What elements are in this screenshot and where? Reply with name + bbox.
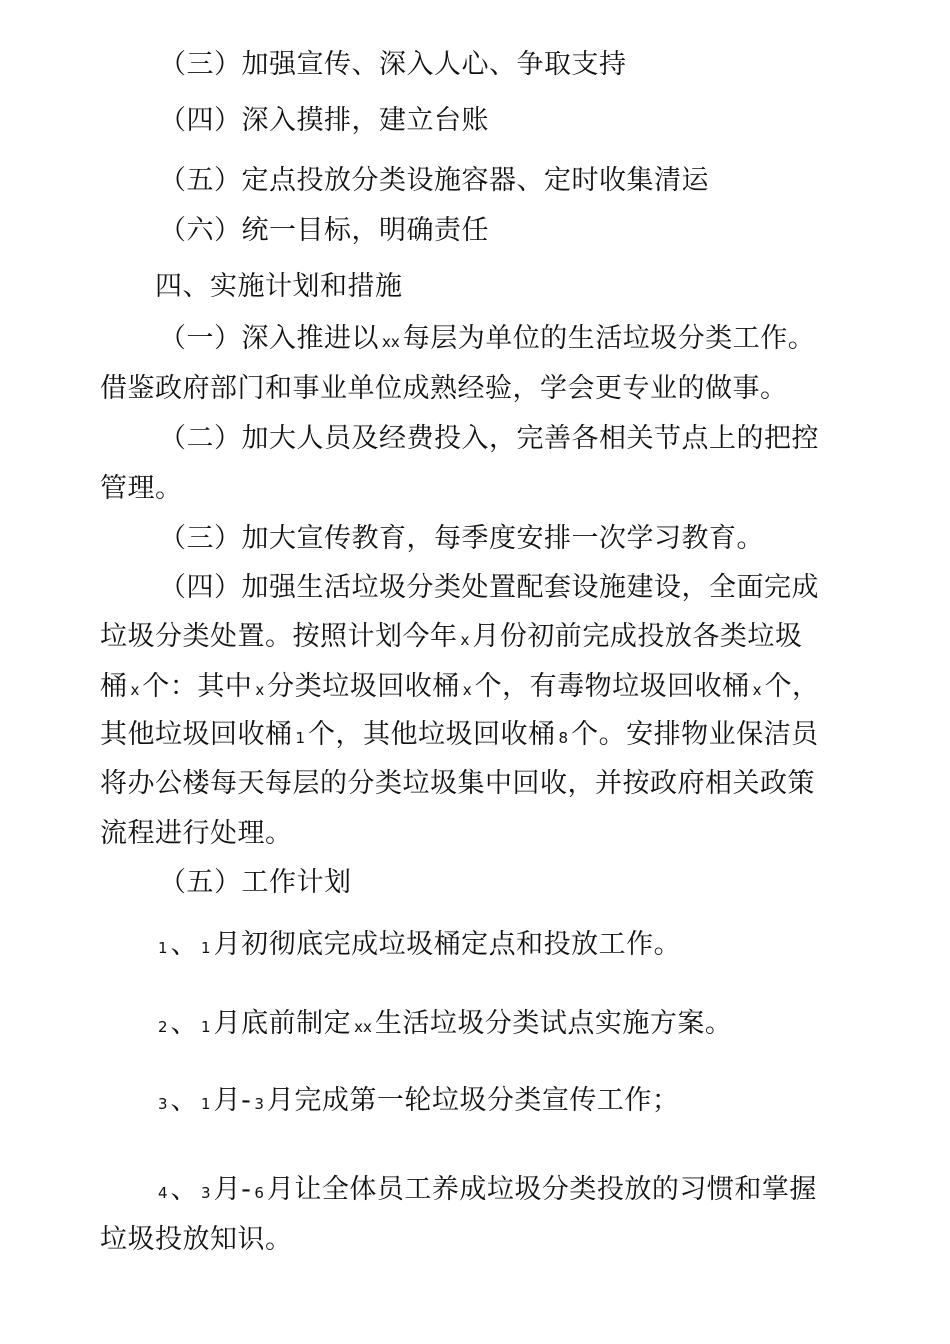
measure-4-l4-n1: 1 (295, 729, 306, 747)
measure-2-line-2: 管理。 (100, 473, 183, 504)
measure-4-l4-c: 个。安排物业保洁员 (571, 719, 819, 750)
plan-2-text-a: 月底前制定 (213, 1008, 352, 1039)
measure-3: （三）加大宣传教育，每季度安排一次学习教育。 (159, 523, 764, 554)
measure-4-l4-b: 个，其他垃圾回收桶 (308, 719, 556, 750)
item-4-survey: （四）深入摸排，建立台账 (159, 105, 489, 136)
plan-4-month-start: 3 (201, 1184, 211, 1202)
plan-item-1 (155, 928, 681, 965)
measure-4-l3-e: 个， (764, 671, 820, 702)
measure-4-l3-x1: x (130, 681, 140, 699)
measure-2-line-1: （二）加大人员及经费投入，完善各相关节点上的把控 (159, 423, 819, 454)
plan-2-text-b: 生活垃圾分类试点实施方案。 (374, 1008, 733, 1039)
plan-item-2 (155, 1007, 732, 1044)
plan-item-4-line-1 (155, 1173, 817, 1210)
plan-3-sep: 、 (170, 1085, 199, 1116)
plan-1-month: 1 (201, 939, 211, 957)
item-5-containers: （五）定点投放分类设施容器、定时收集清运 (159, 165, 709, 196)
section-4-heading: 四、实施计划和措施 (155, 271, 403, 302)
measure-4-l4-a: 其他垃圾回收桶 (100, 719, 293, 750)
plan-3-month-end: 3 (254, 1095, 264, 1113)
measure-4-line-6: 流程进行处理。 (100, 818, 293, 849)
plan-3-num: 3 (158, 1095, 168, 1113)
plan-4-num: 4 (158, 1184, 168, 1202)
measure-1-text-b: 每层为单位的生活垃圾分类工作。 (402, 323, 816, 354)
measure-5-heading: （五）工作计划 (159, 867, 352, 898)
plan-1-num: 1 (158, 939, 168, 957)
measure-4-l3-a: 桶 (100, 671, 128, 702)
measure-4-line-3 (100, 670, 820, 707)
measure-1-line-2: 借鉴政府部门和事业单位成熟经验，学会更专业的做事。 (100, 373, 788, 404)
measure-4-l2-a: 垃圾分类处置。按照计划今年 (100, 621, 458, 652)
measure-4-line-2 (100, 620, 802, 657)
measure-1-text-a: （一）深入推进以 (159, 323, 379, 354)
plan-3-month-start: 1 (201, 1095, 211, 1113)
measure-4-l3-x4: x (752, 681, 762, 699)
measure-4-l3-x2: x (255, 681, 265, 699)
plan-4-text-a: 月- (213, 1174, 252, 1205)
measure-4-line-1: （四）加强生活垃圾分类处置配套设施建设，全面完成 (159, 572, 819, 603)
measure-4-line-4 (100, 718, 819, 755)
measure-4-l3-d: 个，有毒物垃圾回收桶 (474, 671, 750, 702)
plan-item-3 (155, 1084, 679, 1121)
plan-4-text-b: 月让全体员工养成垃圾分类投放的习惯和掌握 (266, 1174, 817, 1205)
plan-1-sep: 、 (170, 929, 199, 960)
measure-4-line-5: 将办公楼每天每层的分类垃圾集中回收，并按政府相关政策 (100, 768, 815, 799)
plan-1-text: 月初彻底完成垃圾桶定点和投放工作。 (213, 929, 682, 960)
measure-1-xx: xx (382, 333, 400, 351)
plan-3-text-b: 月完成第一轮垃圾分类宣传工作； (266, 1085, 680, 1116)
measure-4-l2-x: x (460, 631, 470, 649)
plan-2-sep: 、 (170, 1008, 199, 1039)
plan-4-sep: 、 (170, 1174, 199, 1205)
measure-4-l3-b: 个：其中 (142, 671, 253, 702)
item-3-promotion: （三）加强宣传、深入人心、争取支持 (159, 49, 627, 80)
measure-4-l3-x3: x (462, 681, 472, 699)
plan-2-month: 1 (201, 1018, 211, 1036)
plan-2-xx: xx (354, 1018, 372, 1036)
plan-3-text-a: 月- (213, 1085, 252, 1116)
measure-4-l3-c: 分类垃圾回收桶 (267, 671, 460, 702)
plan-4-month-end: 6 (254, 1184, 264, 1202)
plan-2-num: 2 (158, 1018, 168, 1036)
measure-1-line-1 (159, 322, 815, 359)
item-6-goals: （六）统一目标，明确责任 (159, 215, 489, 246)
measure-4-l2-b: 月份初前完成投放各类垃圾 (472, 621, 803, 652)
measure-4-l4-n2: 8 (558, 729, 569, 747)
plan-item-4-line-2: 垃圾投放知识。 (100, 1224, 293, 1255)
